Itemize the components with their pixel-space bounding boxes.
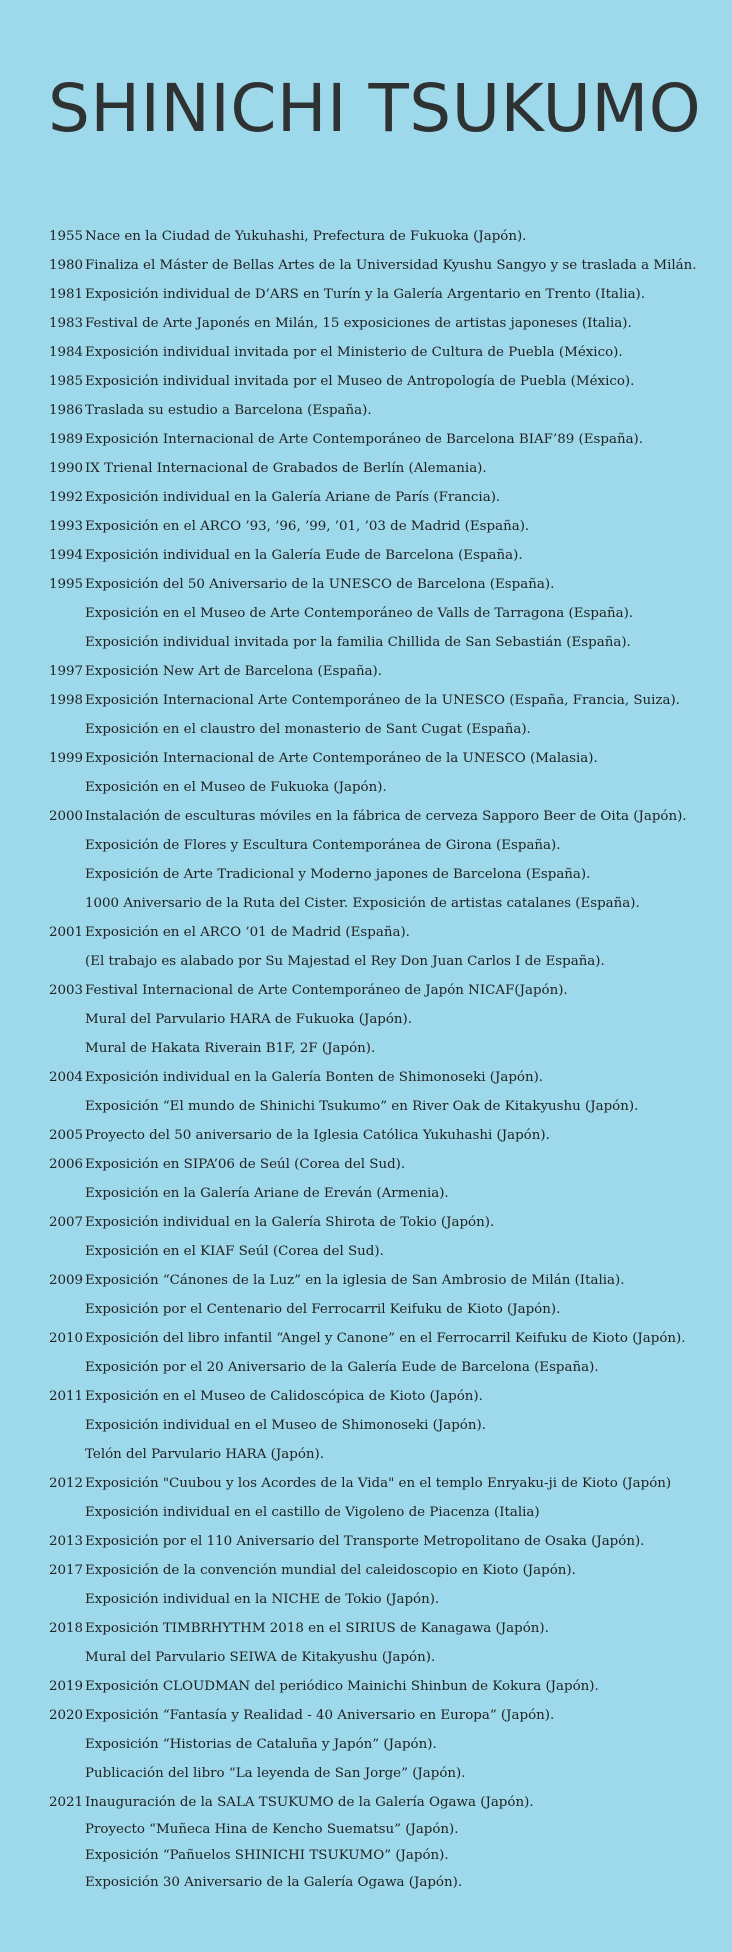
timeline-entry — [49, 514, 729, 543]
entry-year: 2001 — [49, 925, 84, 940]
timeline-entry — [49, 1732, 729, 1761]
timeline-entry — [49, 1870, 729, 1897]
entry-text: (El trabajo es alabado por Su Majestad el Rey Don Juan Carlos I de España). — [85, 954, 605, 969]
entry-year: 2004 — [49, 1070, 84, 1085]
timeline-entry — [49, 746, 729, 775]
timeline-entry — [49, 630, 729, 659]
entry-text: Exposición en el ARCO ’93, ’96, ’99, ’01, ’03 de Madrid (España). — [85, 519, 530, 534]
timeline-entry — [49, 1326, 729, 1355]
entry-year — [49, 1413, 85, 1442]
timeline-entry — [49, 1036, 729, 1065]
timeline-entry — [49, 862, 729, 891]
entry-year: 2011 — [49, 1389, 84, 1404]
entry-text: Exposición individual invitada por la familia Chillida de San Sebastián (España). — [85, 635, 631, 650]
timeline-entry — [49, 1268, 729, 1297]
entry-year: 2012 — [49, 1476, 84, 1491]
entry-text: Publicación del libro “La leyenda de San Jorge” (Japón). — [85, 1766, 466, 1781]
entry-text: Nace en la Ciudad de Yukuhashi, Prefectura de Fukuoka (Japón). — [85, 229, 527, 244]
timeline-entry — [49, 1181, 729, 1210]
entry-year — [49, 630, 85, 659]
entry-year: 1985 — [49, 374, 84, 389]
timeline-entry — [49, 1843, 729, 1870]
timeline-entry — [49, 804, 729, 833]
entry-year: 2017 — [49, 1563, 84, 1578]
entry-year: 2020 — [49, 1708, 84, 1723]
timeline-entry — [49, 1558, 729, 1587]
entry-text: Exposición “Pañuelos SHINICHI TSUKUMO” (Japón). — [85, 1848, 449, 1863]
entry-year — [49, 1732, 85, 1761]
entry-year — [49, 1297, 85, 1326]
timeline-entry — [49, 601, 729, 630]
entry-text: Exposición TIMBRHYTHM 2018 en el SIRIUS de Kanagawa (Japón). — [85, 1621, 549, 1636]
entry-year: 1989 — [49, 432, 84, 447]
timeline-entry — [49, 1065, 729, 1094]
entry-year — [49, 1645, 85, 1674]
entry-text: Exposición en el Museo de Calidoscópica de Kioto (Japón). — [85, 1389, 483, 1404]
timeline-entry — [49, 833, 729, 862]
entry-year: 2021 — [49, 1795, 84, 1810]
entry-year: 1983 — [49, 316, 84, 331]
timeline-entry — [49, 1297, 729, 1326]
timeline-entry — [49, 1094, 729, 1123]
entry-year — [49, 833, 85, 862]
entry-year: 1995 — [49, 577, 84, 592]
entry-year — [49, 1007, 85, 1036]
timeline-entry — [49, 311, 729, 340]
timeline-entry — [49, 1123, 729, 1152]
entry-text: Exposición del 50 Aniversario de la UNESCO de Barcelona (España). — [85, 577, 555, 592]
timeline-entry — [49, 340, 729, 369]
entry-text: IX Trienal Internacional de Grabados de Berlín (Alemania). — [85, 461, 487, 476]
timeline-entry — [49, 1703, 729, 1732]
entry-text: Exposición en la Galería Ariane de Ereván (Armenia). — [85, 1186, 449, 1201]
entry-text: Inauguración de la SALA TSUKUMO de la Galería Ogawa (Japón). — [85, 1795, 534, 1810]
timeline-entry — [49, 659, 729, 688]
entry-year — [49, 949, 85, 978]
entry-year — [49, 1036, 85, 1065]
entry-text: Mural del Parvulario SEIWA de Kitakyushu (Japón). — [85, 1650, 436, 1665]
entry-year: 2003 — [49, 983, 84, 998]
entry-text: Festival Internacional de Arte Contemporáneo de Japón NICAF(Japón). — [85, 983, 568, 998]
entry-text: Exposición individual invitada por el Museo de Antropología de Puebla (México). — [85, 374, 635, 389]
entry-year: 1981 — [49, 287, 84, 302]
timeline-entry — [49, 1442, 729, 1471]
timeline-entry — [49, 1007, 729, 1036]
entry-year — [49, 1843, 85, 1870]
entry-text: Exposición en SIPA’06 de Seúl (Corea del Sud). — [85, 1157, 406, 1172]
biography-timeline — [49, 224, 729, 1896]
timeline-entry — [49, 543, 729, 572]
entry-year — [49, 862, 85, 891]
entry-text: Exposición individual en la Galería Ariane de París (Francia). — [85, 490, 501, 505]
entry-text: Traslada su estudio a Barcelona (España). — [85, 403, 372, 418]
entry-year: 2000 — [49, 809, 84, 824]
entry-text: Exposición Internacional Arte Contemporáneo de la UNESCO (España, Francia, Suiza). — [85, 693, 680, 708]
entry-year — [49, 1239, 85, 1268]
timeline-entry — [49, 282, 729, 311]
timeline-entry — [49, 1587, 729, 1616]
entry-year: 2009 — [49, 1273, 84, 1288]
timeline-entry — [49, 1674, 729, 1703]
entry-year — [49, 1761, 85, 1790]
entry-text: Exposición individual en la NICHE de Tokio (Japón). — [85, 1592, 440, 1607]
entry-text: Mural del Parvulario HARA de Fukuoka (Japón). — [85, 1012, 413, 1027]
timeline-entry — [49, 1790, 729, 1817]
entry-text: Exposición individual en el castillo de Vigoleno de Piacenza (Italia) — [85, 1505, 540, 1520]
timeline-entry — [49, 1761, 729, 1790]
entry-text: Exposición de Arte Tradicional y Moderno japones de Barcelona (España). — [85, 867, 591, 882]
page-title: SHINICHI TSUKUMO — [48, 70, 702, 147]
entry-year: 1955 — [49, 229, 84, 244]
timeline-entry — [49, 1616, 729, 1645]
entry-text: Exposición por el 110 Aniversario del Transporte Metropolitano de Osaka (Japón). — [85, 1534, 645, 1549]
entry-text: Exposición en el Museo de Fukuoka (Japón). — [85, 780, 387, 795]
entry-text: Exposición 30 Aniversario de la Galería Ogawa (Japón). — [85, 1874, 463, 1890]
entry-text: Festival de Arte Japonés en Milán, 15 exposiciones de artistas japoneses (Italia). — [85, 316, 632, 331]
timeline-entry — [49, 456, 729, 485]
timeline-entry — [49, 427, 729, 456]
timeline-entry — [49, 369, 729, 398]
timeline-entry — [49, 775, 729, 804]
entry-year — [49, 1181, 85, 1210]
entry-text: Exposición “El mundo de Shinichi Tsukumo” en River Oak de Kitakyushu (Japón). — [85, 1099, 639, 1114]
entry-text: Exposición del libro infantil “Angel y Canone” en el Ferrocarril Keifuku de Kioto (Japón). — [85, 1331, 686, 1346]
entry-text: Exposición "Cuubou y los Acordes de la Vida" en el templo Enryaku-ji de Kioto (Japón) — [85, 1476, 672, 1491]
entry-text: 1000 Aniversario de la Ruta del Cister. Exposición de artistas catalanes (España). — [85, 896, 640, 911]
timeline-entry — [49, 891, 729, 920]
entry-text: Exposición “Cánones de la Luz” en la iglesia de San Ambrosio de Milán (Italia). — [85, 1273, 625, 1288]
entry-text: Finaliza el Máster de Bellas Artes de la Universidad Kyushu Sangyo y se traslada a Milán. — [85, 258, 697, 273]
entry-text: Instalación de esculturas móviles en la fábrica de cerveza Sapporo Beer de Oita (Japón). — [85, 809, 687, 824]
entry-year: 1998 — [49, 693, 84, 708]
entry-text: Exposición de Flores y Escultura Contemporánea de Girona (España). — [85, 838, 561, 853]
entry-text: Telón del Parvulario HARA (Japón). — [85, 1447, 324, 1462]
entry-year: 1980 — [49, 258, 84, 273]
entry-text: Exposición Internacional de Arte Contemporáneo de la UNESCO (Malasia). — [85, 751, 598, 766]
timeline-entry — [49, 1817, 729, 1844]
entry-year: 2013 — [49, 1534, 84, 1549]
entry-text: Exposición en el ARCO ’01 de Madrid (España). — [85, 925, 410, 940]
timeline-entry — [49, 688, 729, 717]
entry-year — [49, 891, 85, 920]
timeline-entry — [49, 398, 729, 427]
entry-year: 1990 — [49, 461, 84, 476]
entry-year: 1997 — [49, 664, 84, 679]
entry-text: Exposición individual invitada por el Ministerio de Cultura de Puebla (México). — [85, 345, 623, 360]
entry-year: 1984 — [49, 345, 84, 360]
entry-year — [49, 1094, 85, 1123]
entry-year: 2005 — [49, 1128, 84, 1143]
entry-year: 1986 — [49, 403, 84, 418]
timeline-entry — [49, 1210, 729, 1239]
entry-year — [49, 1355, 85, 1384]
timeline-entry — [49, 572, 729, 601]
entry-text: Exposición por el Centenario del Ferrocarril Keifuku de Kioto (Japón). — [85, 1302, 561, 1317]
timeline-entry — [49, 1355, 729, 1384]
entry-year: 2010 — [49, 1331, 84, 1346]
entry-text: Exposición “Fantasía y Realidad - 40 Aniversario en Europa” (Japón). — [85, 1708, 555, 1723]
entry-text: Exposición “Historias de Cataluña y Japón” (Japón). — [85, 1737, 437, 1752]
entry-text: Exposición en el KIAF Seúl (Corea del Sud). — [85, 1244, 384, 1259]
entry-year: 2007 — [49, 1215, 84, 1230]
entry-year: 1992 — [49, 490, 84, 505]
timeline-entry — [49, 1529, 729, 1558]
entry-year — [49, 601, 85, 630]
timeline-entry — [49, 1645, 729, 1674]
timeline-entry — [49, 1384, 729, 1413]
entry-text: Exposición Internacional de Arte Contemporáneo de Barcelona BIAF’89 (España). — [85, 432, 644, 447]
entry-year: 2019 — [49, 1679, 84, 1694]
timeline-entry — [49, 485, 729, 514]
entry-year — [49, 717, 85, 746]
entry-year — [49, 1587, 85, 1616]
entry-text: Exposición New Art de Barcelona (España). — [85, 664, 383, 679]
entry-text: Exposición por el 20 Aniversario de la Galería Eude de Barcelona (España). — [85, 1360, 599, 1375]
timeline-entry — [49, 920, 729, 949]
timeline-entry — [49, 224, 729, 253]
timeline-entry — [49, 1500, 729, 1529]
entry-year: 1994 — [49, 548, 84, 563]
entry-text: Proyecto del 50 aniversario de la Iglesia Católica Yukuhashi (Japón). — [85, 1128, 550, 1143]
entry-text: Exposición individual en la Galería Eude de Barcelona (España). — [85, 548, 523, 563]
entry-text: Exposición en el Museo de Arte Contemporáneo de Valls de Tarragona (España). — [85, 606, 634, 621]
entry-year — [49, 1817, 85, 1844]
entry-year — [49, 775, 85, 804]
timeline-entry — [49, 1413, 729, 1442]
timeline-entry — [49, 253, 729, 282]
entry-year — [49, 1870, 85, 1897]
entry-text: Exposición en el claustro del monasterio de Sant Cugat (España). — [85, 722, 531, 737]
timeline-entry — [49, 949, 729, 978]
entry-text: Mural de Hakata Riverain B1F, 2F (Japón). — [85, 1041, 376, 1056]
entry-text: Proyecto “Muñeca Hina de Kencho Suematsu” (Japón). — [85, 1821, 459, 1837]
timeline-entry — [49, 717, 729, 746]
entry-text: Exposición individual en la Galería Bonten de Shimonoseki (Japón). — [85, 1070, 544, 1085]
timeline-entry — [49, 978, 729, 1007]
entry-text: Exposición individual en el Museo de Shimonoseki (Japón). — [85, 1418, 486, 1433]
entry-text: Exposición individual de D’ARS en Turín y la Galería Argentario en Trento (Italia). — [85, 287, 646, 302]
entry-year — [49, 1500, 85, 1529]
entry-year — [49, 1442, 85, 1471]
entry-year: 1999 — [49, 751, 84, 766]
timeline-entry — [49, 1152, 729, 1181]
timeline-entry — [49, 1471, 729, 1500]
entry-year: 2018 — [49, 1621, 84, 1636]
timeline-entry — [49, 1239, 729, 1268]
entry-text: Exposición de la convención mundial del caleidoscopio en Kioto (Japón). — [85, 1563, 576, 1578]
entry-year: 1993 — [49, 519, 84, 534]
entry-year: 2006 — [49, 1157, 84, 1172]
entry-text: Exposición individual en la Galería Shirota de Tokio (Japón). — [85, 1215, 495, 1230]
entry-text: Exposición CLOUDMAN del periódico Mainichi Shinbun de Kokura (Japón). — [85, 1679, 599, 1694]
